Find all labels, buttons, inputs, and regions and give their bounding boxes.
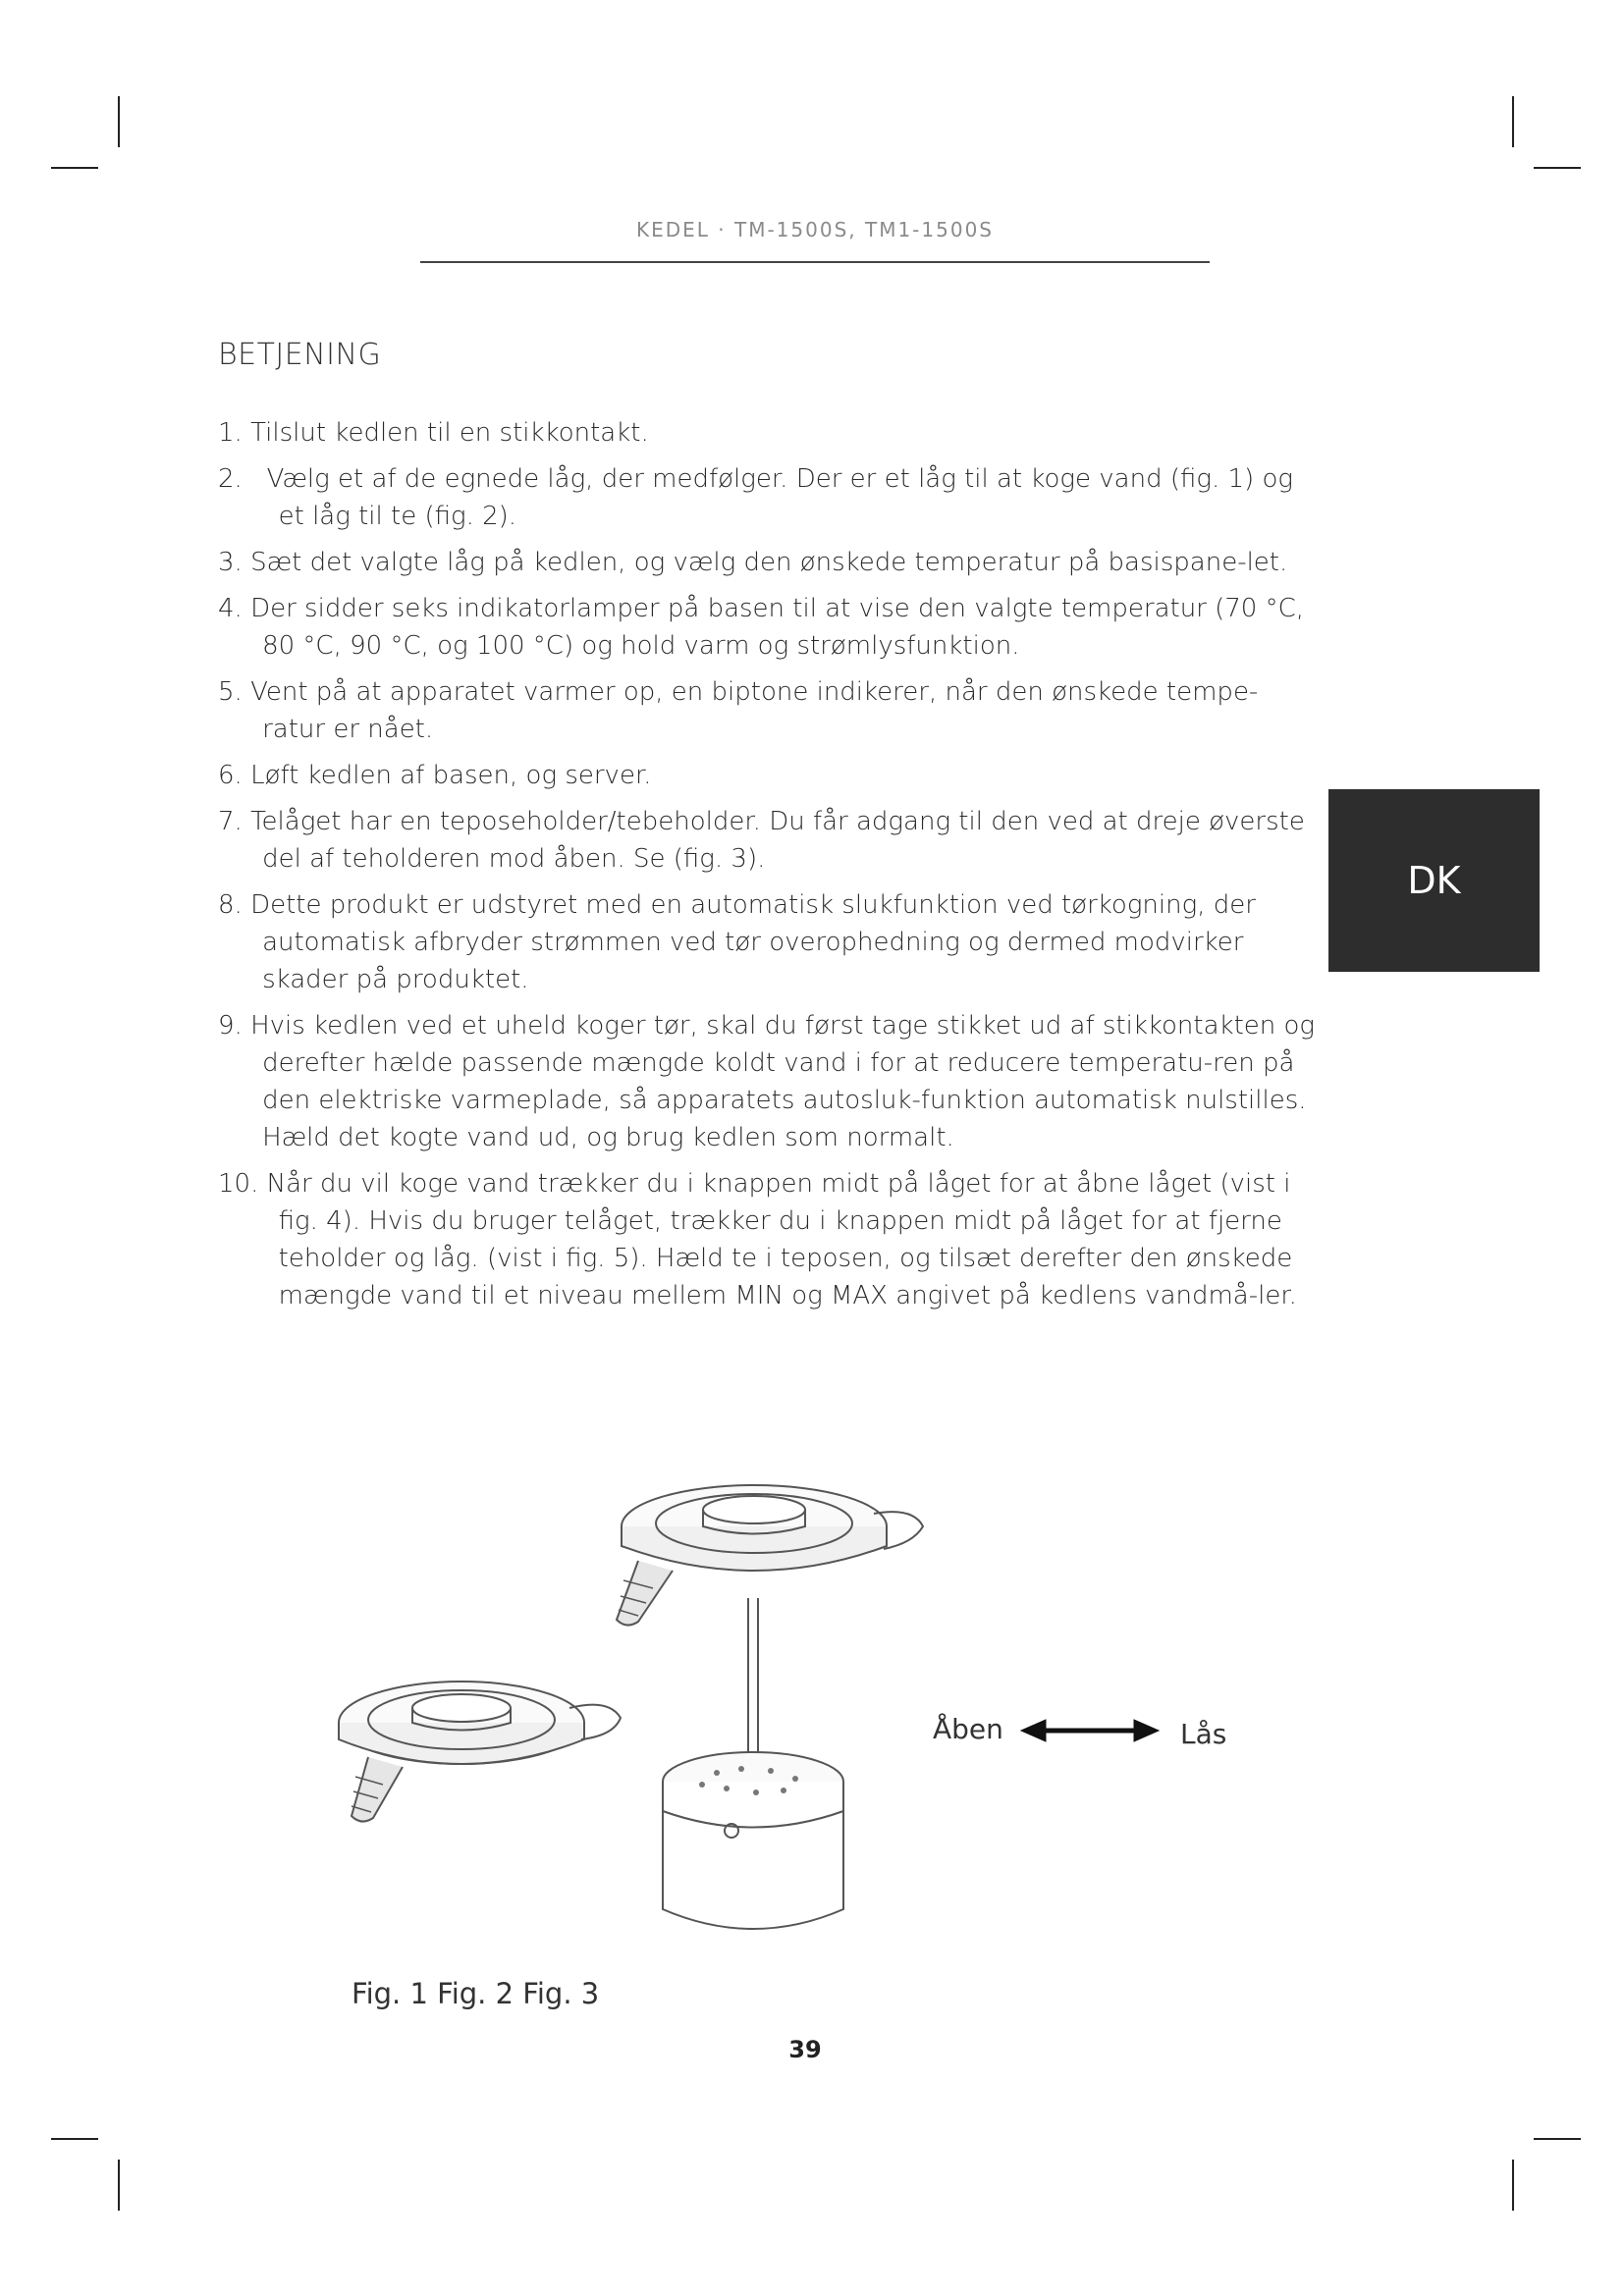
lid-illustration bbox=[236, 1472, 1316, 1983]
step-number: 2. bbox=[218, 464, 267, 494]
running-header: KEDEL · TM-1500S, TM1-1500S bbox=[635, 218, 994, 241]
language-tab-label: DK bbox=[1407, 859, 1461, 902]
step-number: 8. bbox=[218, 890, 251, 920]
page-number: 39 bbox=[788, 2036, 822, 2063]
step-text: Vælg et af de egnede låg, der medfølger. Der er et låg til at koge vand (fig. 1) og et låg til te (fig. 2). bbox=[266, 464, 1293, 531]
step-text: Når du vil koge vand trækker du i knappen midt på låget for at åbne låget (vist i fig. 4). Hvis du bruger telåget, trækker du i knappen midt på låget for at fjerne teholder og låg. (vist i fig. 5). Hæld te i teposen, og tilsæt derefter den ønskede mængde vand til et niveau mellem MIN og MAX angivet på kedlens vandmå-ler. bbox=[266, 1169, 1297, 1310]
list-item bbox=[218, 1165, 1318, 1314]
list-item bbox=[218, 757, 1318, 794]
crop-mark-bottom-left-vertical bbox=[118, 2160, 120, 2211]
step-text: Der sidder seks indikatorlamper på basen til at vise den valgte temperatur (70 °C, 80 °C, 90 °C, og 100 °C) og hold varm og strømlysfunktion. bbox=[250, 594, 1305, 661]
step-number: 3. bbox=[218, 548, 251, 577]
language-tab bbox=[1328, 789, 1540, 972]
list-item bbox=[218, 414, 1318, 452]
step-number: 7. bbox=[218, 807, 251, 836]
list-item bbox=[218, 460, 1318, 535]
step-number: 5. bbox=[218, 677, 251, 707]
crop-mark-bottom-left-horizontal bbox=[51, 2138, 98, 2140]
step-number: 9. bbox=[218, 1011, 251, 1041]
list-item bbox=[218, 1007, 1318, 1156]
step-text: Vent på at apparatet varmer op, en biptone indikerer, når den ønskede tempe-ratur er nået. bbox=[250, 677, 1259, 744]
figure-caption: Fig. 1 Fig. 2 Fig. 3 bbox=[352, 1977, 600, 2010]
step-text: Hvis kedlen ved et uheld koger tør, skal du først tage stikket ud af stikkontakten og derefter hælde passende mængde koldt vand i for at reducere temperatu-ren på den elektriske varmeplade, så apparatets autosluk-funktion automatisk nulstilles. Hæld det kogte vand ud, og brug kedlen som normalt. bbox=[250, 1011, 1316, 1152]
step-number: 4. bbox=[218, 594, 251, 623]
list-item bbox=[218, 544, 1318, 581]
crop-mark-top-right-vertical bbox=[1512, 96, 1514, 147]
double-arrow-icon bbox=[1021, 1720, 1159, 1741]
step-text: Løft kedlen af basen, og server. bbox=[250, 761, 652, 790]
step-number: 10. bbox=[218, 1169, 267, 1199]
list-item bbox=[218, 590, 1318, 665]
step-text: Sæt det valgte låg på kedlen, og vælg den ønskede temperatur på basispane-let. bbox=[250, 548, 1288, 577]
section-heading: BETJENING bbox=[218, 338, 382, 372]
step-text: Dette produkt er udstyret med en automatisk slukfunktion ved tørkogning, der automatisk afbryder strømmen ved tør overophedning og dermed modvirker skader på produktet. bbox=[250, 890, 1256, 994]
open-label: Åben bbox=[933, 1713, 1003, 1745]
header-divider bbox=[420, 261, 1210, 263]
crop-mark-top-left-vertical bbox=[118, 96, 120, 147]
crop-mark-bottom-right-horizontal bbox=[1534, 2138, 1581, 2140]
list-item bbox=[218, 886, 1318, 998]
instruction-list bbox=[218, 414, 1318, 1323]
step-text: Tilslut kedlen til en stikkontakt. bbox=[250, 418, 649, 448]
step-number: 1. bbox=[218, 418, 251, 448]
step-text: Telåget har en teposeholder/tebeholder. Du får adgang til den ved at dreje øverste del af teholderen mod åben. Se (fig. 3). bbox=[250, 807, 1305, 874]
crop-mark-top-right-horizontal bbox=[1534, 167, 1581, 169]
list-item bbox=[218, 803, 1318, 878]
crop-mark-bottom-right-vertical bbox=[1512, 2160, 1514, 2211]
crop-mark-top-left-horizontal bbox=[51, 167, 98, 169]
tea-lid-figure bbox=[617, 1485, 923, 1929]
list-item bbox=[218, 673, 1318, 748]
water-lid-figure bbox=[339, 1682, 621, 1822]
step-number: 6. bbox=[218, 761, 251, 790]
lock-label: Lås bbox=[1180, 1718, 1227, 1750]
